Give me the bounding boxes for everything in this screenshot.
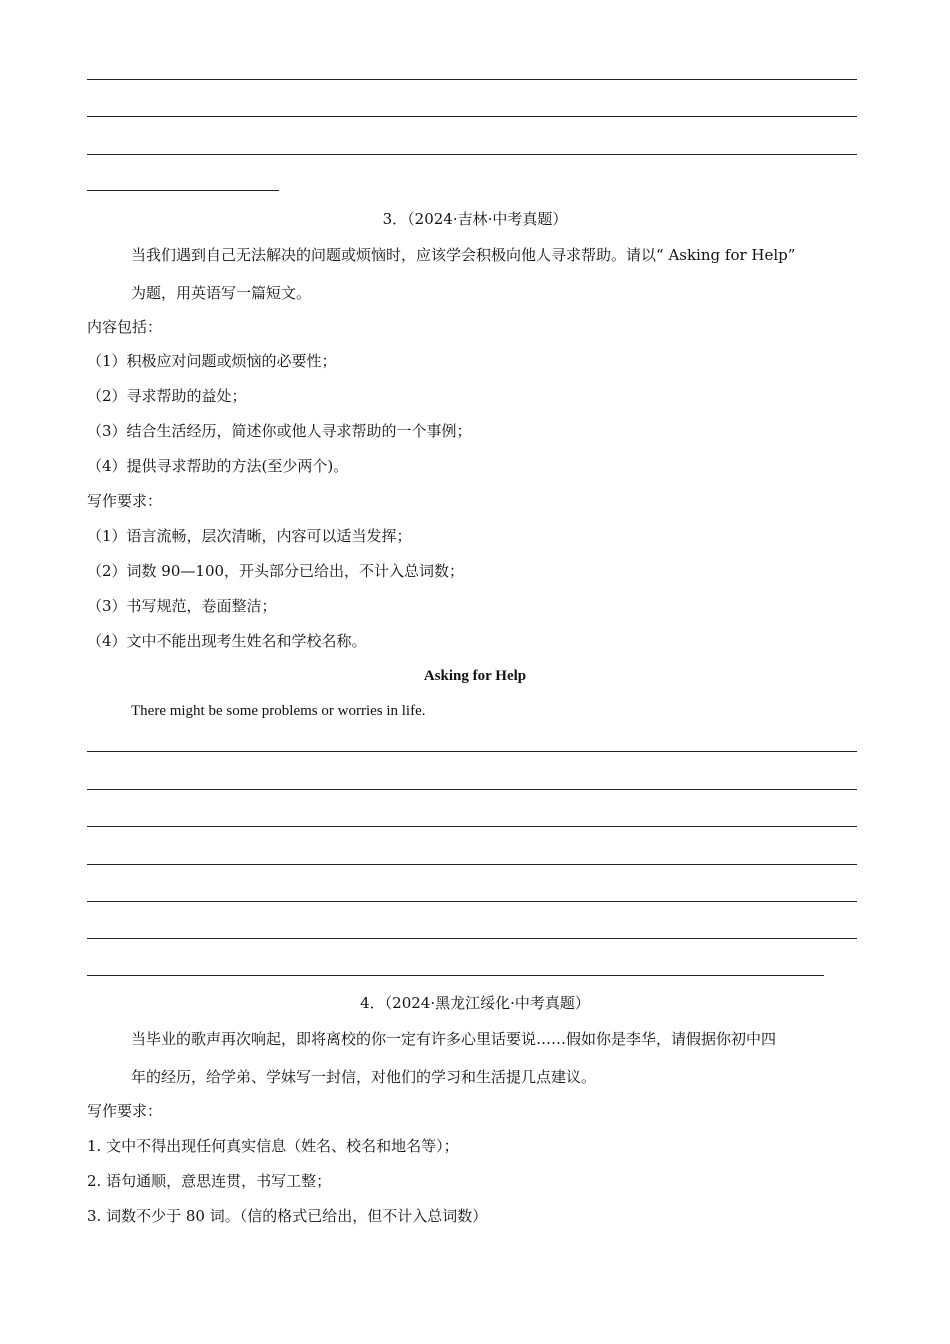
answer-line bbox=[87, 79, 857, 80]
essay-opening-sentence: There might be some problems or worries in life. bbox=[131, 703, 426, 719]
q3-content-item: （3）结合生活经历，简述你或他人寻求帮助的一个事例； bbox=[87, 422, 472, 440]
q3-content-item: （2）寻求帮助的益处； bbox=[87, 387, 247, 405]
q3-requirements-label: 写作要求： bbox=[87, 492, 163, 510]
q3-heading: 3．（2024·吉林·中考真题） bbox=[382, 210, 568, 228]
q4-requirements-label: 写作要求： bbox=[87, 1102, 163, 1120]
q4-requirement-item: 2. 语句通顺，意思连贯，书写工整； bbox=[87, 1172, 332, 1190]
q4-prompt-line2: 年的经历，给学弟、学妹写一封信，对他们的学习和生活提几点建议。 bbox=[131, 1068, 597, 1086]
q3-requirement-item: （3）书写规范，卷面整洁； bbox=[87, 597, 277, 615]
answer-line bbox=[87, 938, 857, 939]
q4-requirement-item: 1. 文中不得出现任何真实信息（姓名、校名和地名等）； bbox=[87, 1137, 459, 1155]
answer-line bbox=[87, 789, 857, 790]
answer-line-short bbox=[87, 190, 279, 191]
q3-requirement-item: （2）词数 90—100，开头部分已给出，不计入总词数； bbox=[87, 562, 465, 580]
answer-line bbox=[87, 975, 824, 976]
q3-content-item: （4）提供寻求帮助的方法(至少两个)。 bbox=[87, 457, 349, 475]
answer-line bbox=[87, 116, 857, 117]
q4-heading: 4．（2024·黑龙江绥化·中考真题） bbox=[360, 994, 590, 1012]
answer-line bbox=[87, 864, 857, 865]
answer-line bbox=[87, 751, 857, 752]
essay-title: Asking for Help bbox=[423, 668, 527, 684]
q4-requirement-item: 3. 词数不少于 80 词。（信的格式已给出，但不计入总词数） bbox=[87, 1207, 488, 1225]
answer-line bbox=[87, 154, 857, 155]
answer-line bbox=[87, 901, 857, 902]
q3-prompt-line2: 为题，用英语写一篇短文。 bbox=[131, 284, 312, 302]
q3-requirement-item: （1）语言流畅，层次清晰，内容可以适当发挥； bbox=[87, 527, 412, 545]
q3-content-label: 内容包括： bbox=[87, 318, 163, 336]
q4-prompt-line1: 当毕业的歌声再次响起，即将离校的你一定有许多心里话要说……假如你是李华，请假据你初中四 bbox=[131, 1030, 777, 1048]
q3-prompt-line1: 当我们遇到自己无法解决的问题或烦恼时，应该学会积极向他人寻求帮助。请以“ Asking for Help” bbox=[131, 246, 796, 264]
q3-content-item: （1）积极应对问题或烦恼的必要性； bbox=[87, 352, 337, 370]
answer-line bbox=[87, 826, 857, 827]
q3-requirement-item: （4）文中不能出现考生姓名和学校名称。 bbox=[87, 632, 367, 650]
